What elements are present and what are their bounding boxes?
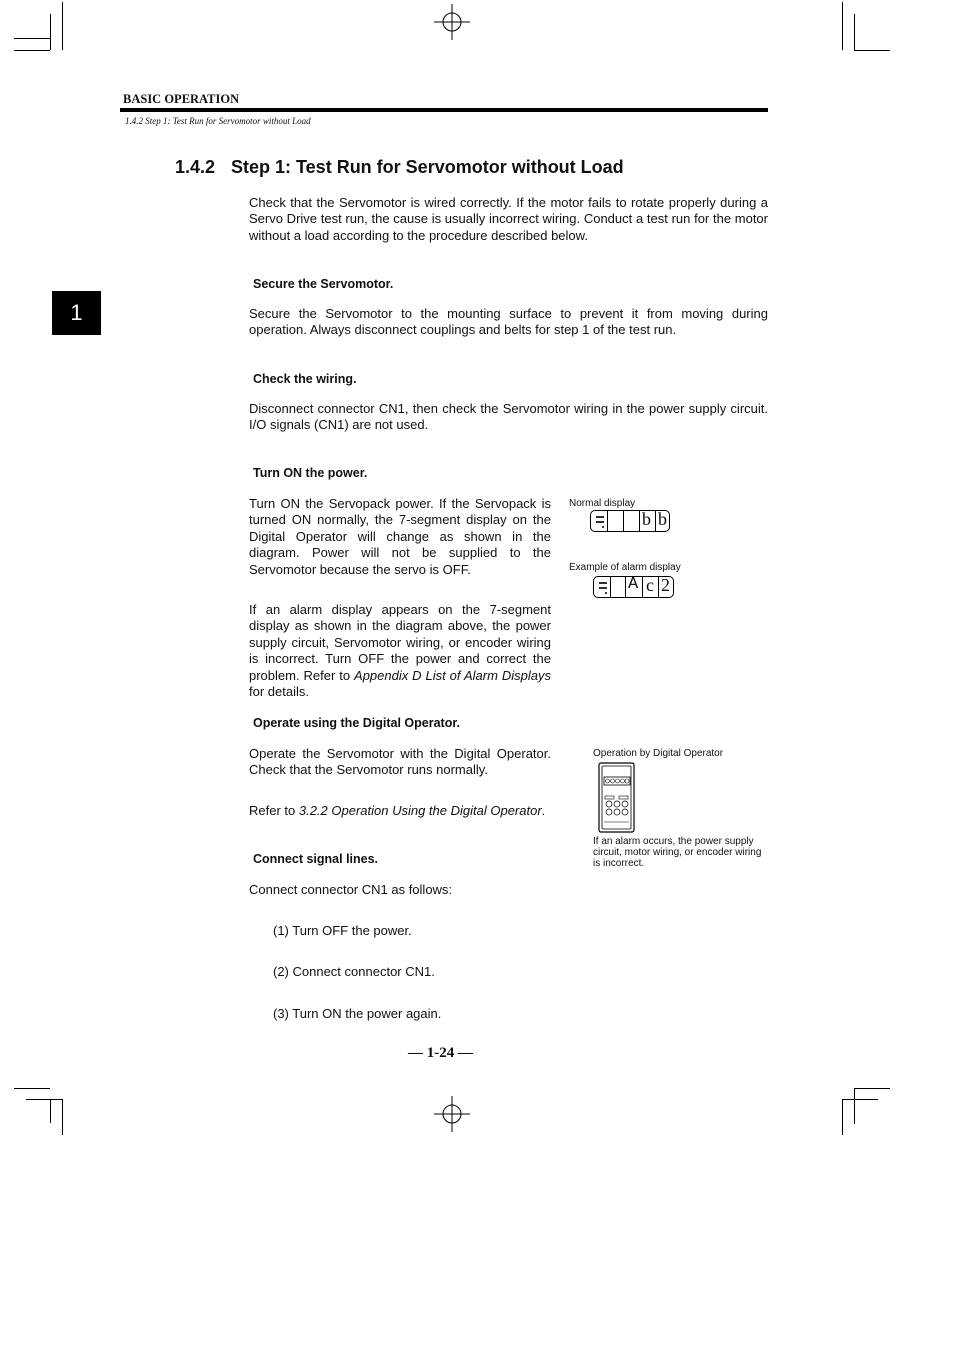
digital-operator-caption: Operation by Digital Operator [593,748,724,759]
segment-char: b [642,509,651,529]
alarm-display-figure [593,576,674,598]
signal-heading: Connect signal lines. [253,852,379,866]
power-paragraph-1: Turn ON the Servopack power. If the Servopack is turned ON normally, the 7-segment display on the Digital Operator will change as shown in the diagram. Power will not be supplied to the Servomotor because the servo is OFF. [249,496,551,577]
section-number: 1.4.2 [175,157,216,177]
operator-reference: 3.2.2 Operation Using the Digital Operator [298,803,542,818]
power-paragraph-2: If an alarm display appears on the 7-segment display as shown in the diagram above, the power supply circuit, Servomotor wiring, or encoder wiring is incorrect. Turn OFF the power and correct the problem. Refer to Appendix D List of Alarm Displays for details. [249,602,551,700]
secure-heading: Secure the Servomotor. [253,277,394,291]
signal-step: (3) Turn ON the power again. [273,1006,442,1021]
digital-operator-icon [598,762,636,834]
segment-char: A [628,575,639,594]
page-number: — 1-24 — [408,1045,473,1061]
normal-display-figure [590,510,670,532]
digital-operator-note: If an alarm occurs, the power supply circuit, motor wiring, or encoder wiring is incorrect. [593,836,762,869]
wiring-paragraph: Disconnect connector CN1, then check the Servomotor wiring in the power supply circuit. I/O signals (CN1) are not used. [249,401,768,433]
intro-paragraph: Check that the Servomotor is wired correctly. If the motor fails to rotate properly during a Servo Drive test run, the cause is usually incorrect wiring. Conduct a test run for the motor without a load according to the procedure described below. [249,195,768,243]
registration-mark-icon [432,2,472,42]
signal-step: (2) Connect connector CN1. [273,964,435,979]
section-title-text: Step 1: Test Run for Servomotor without Load [231,157,624,177]
segment-char: c [646,575,654,595]
operate-paragraph-1: Operate the Servomotor with the Digital Operator. Check that the Servomotor runs normally. [249,746,551,778]
alarm-reference: Appendix D List of Alarm Displays [354,667,551,683]
secure-paragraph: Secure the Servomotor to the mounting surface to prevent it from moving during operation. Always disconnect couplings and belts for step 1 of the test run. [249,306,768,338]
normal-display-caption: Normal display [569,498,636,509]
running-subheader: 1.4.2 Step 1: Test Run for Servomotor without Load [125,116,311,126]
power-heading: Turn ON the power. [253,466,368,480]
segment-dash-icon [594,514,606,529]
segment-char: 2 [661,575,670,595]
header-rule [120,108,768,112]
operate-heading: Operate using the Digital Operator. [253,716,460,730]
chapter-tab: 1 [52,291,101,335]
segment-dash-icon [597,580,609,595]
segment-char: b [658,509,667,529]
signal-paragraph: Connect connector CN1 as follows: [249,882,453,897]
registration-mark-icon [432,1094,472,1134]
running-header: BASIC OPERATION [123,92,240,106]
signal-step: (1) Turn OFF the power. [273,923,412,938]
section-title [175,157,624,178]
operate-paragraph-2: Refer to 3.2.2 Operation Using the Digital Operator. [249,803,546,818]
alarm-display-caption: Example of alarm display [569,562,681,573]
wiring-heading: Check the wiring. [253,372,357,386]
